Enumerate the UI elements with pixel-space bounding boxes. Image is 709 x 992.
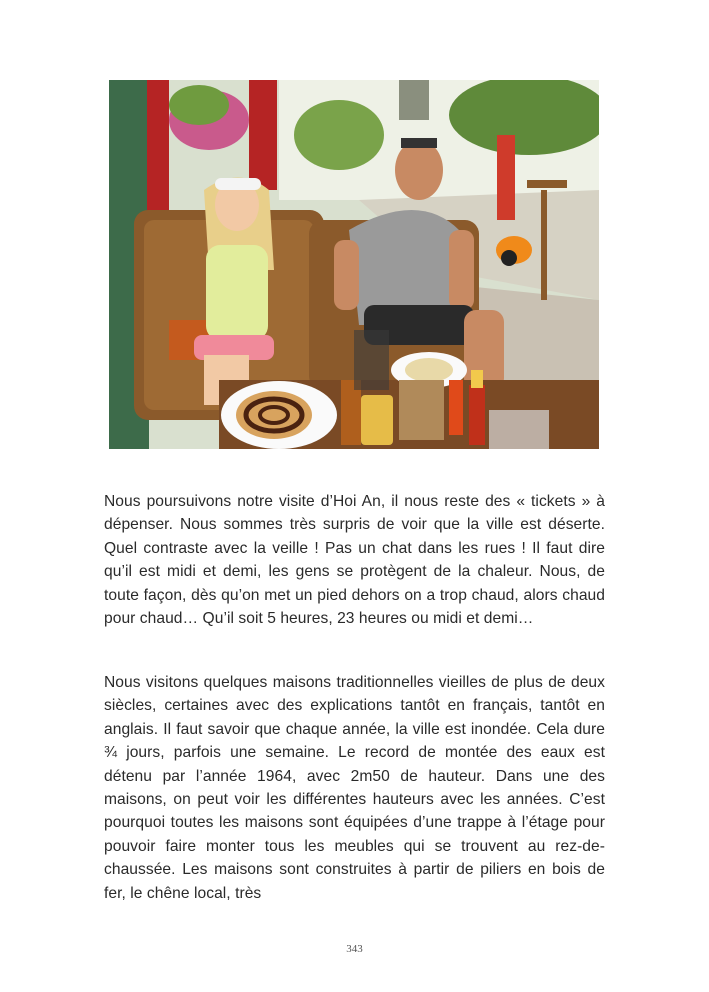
- cafe-photo: [109, 80, 599, 449]
- paragraph-1: Nous poursuivons notre visite d’Hoi An, il nous reste des « tickets » à dépenser. Nous sommes très surpris de voir que la ville est déserte. Quel contraste avec la veille ! Pas un chat dans les rues ! Il faut dire qu’il est midi et demi, les gens se protègent de la chaleur. Nous, de toute façon, dès qu’on met un pied dehors on a trop chaud, alors chaud pour chaud… Qu’il soit 5 heures, 23 heures ou midi et demi…: [104, 493, 605, 628]
- paragraph-2: Nous visitons quelques maisons traditionnelles vieilles de plus de deux siècles, certaines avec des explications tantôt en français, tantôt en anglais. Il faut savoir que chaque année, la ville est inondée. Cela dure ¾ jours, parfois une semaine. Le record de montée des eaux est détenu par l’année 1964, avec 2m50 de hauteur. Dans une des maisons, on peut voir les différentes hauteurs avec les années. C’est pourquoi toutes les maisons sont équipées d’une trappe à l’étage pour pouvoir faire monter tous les meubles qui se trouvent au rez-de-chaussée. Les maisons sont construites à partir de piliers en bois de fer, le chêne local, très: [104, 674, 605, 902]
- page-number: 343: [346, 943, 363, 955]
